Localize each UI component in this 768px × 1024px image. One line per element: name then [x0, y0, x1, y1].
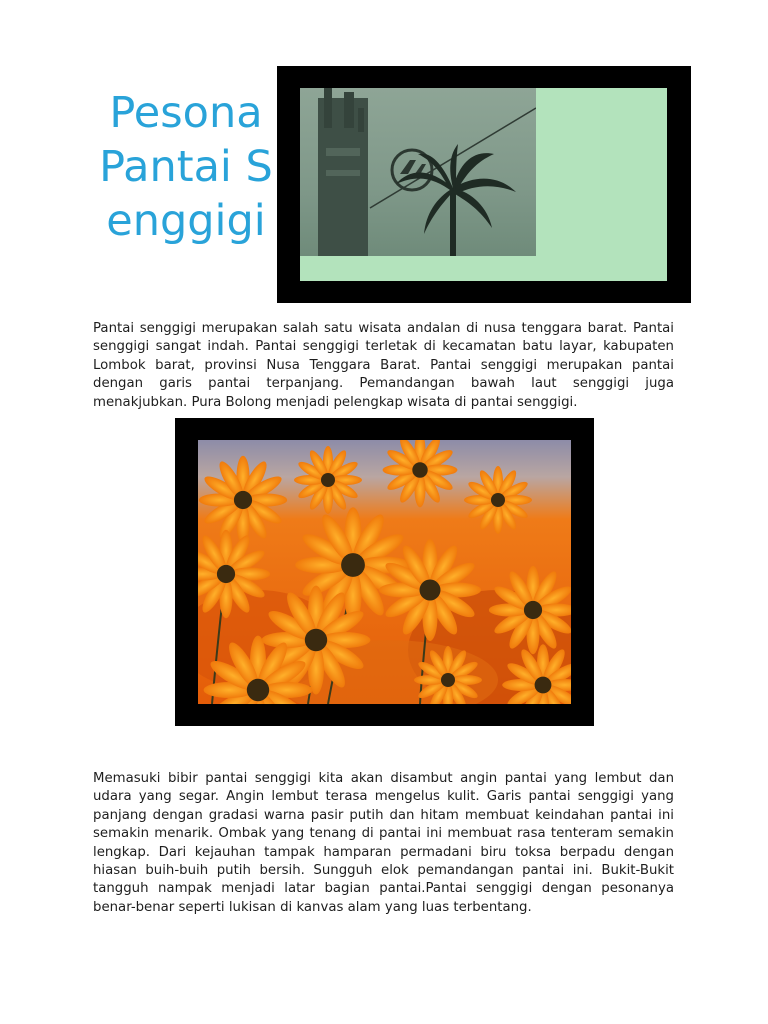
tower-palm-photo [300, 88, 667, 281]
paragraph-description: Memasuki bibir pantai senggigi kita akan disambut angin pantai yang lembut dan udara yang segar. Angin lembut terasa mengelus kulit. Garis pantai senggigi yang panjang dengan gradasi warna pasir putih dan hitam membuat keindahan pantai ini semakin menarik. Ombak yang tenang di pantai ini membuat rasa tenteram semakin lengkap. Dari kejauhan tampak hamparan permadani biru toksa berpadu dengan hiasan buih-buih putih bersih. Sungguh elok pemandangan pantai ini. Bukit-Bukit tangguh nampak menjadi latar bagian pantai.Pantai senggigi dengan pesonanya benar-benar seperti lukisan di kanvas alam yang luas terbentang. [93, 771, 674, 915]
orange-flowers-photo [198, 440, 571, 704]
page-title: Pesona Pantai Senggigi [99, 88, 273, 246]
tower-palm-photo-scene [300, 88, 536, 256]
image-frame-middle [175, 418, 594, 726]
image-frame-top [277, 66, 691, 303]
tower-palm-illustration [300, 88, 536, 256]
paragraph-intro: Pantai senggigi merupakan salah satu wisata andalan di nusa tenggara barat. Pantai senggigi sangat indah. Pantai senggigi terletak di kecamatan batu layar, kabupaten Lombok barat, provinsi Nusa Tenggara Barat. Pantai senggigi merupakan pantai dengan garis pantai terpanjang. Pemandangan bawah laut senggigi juga menakjubkan. Pura Bolong menjadi pelengkap wisata di pantai senggigi. [93, 321, 674, 410]
orange-flowers-illustration [198, 440, 571, 704]
